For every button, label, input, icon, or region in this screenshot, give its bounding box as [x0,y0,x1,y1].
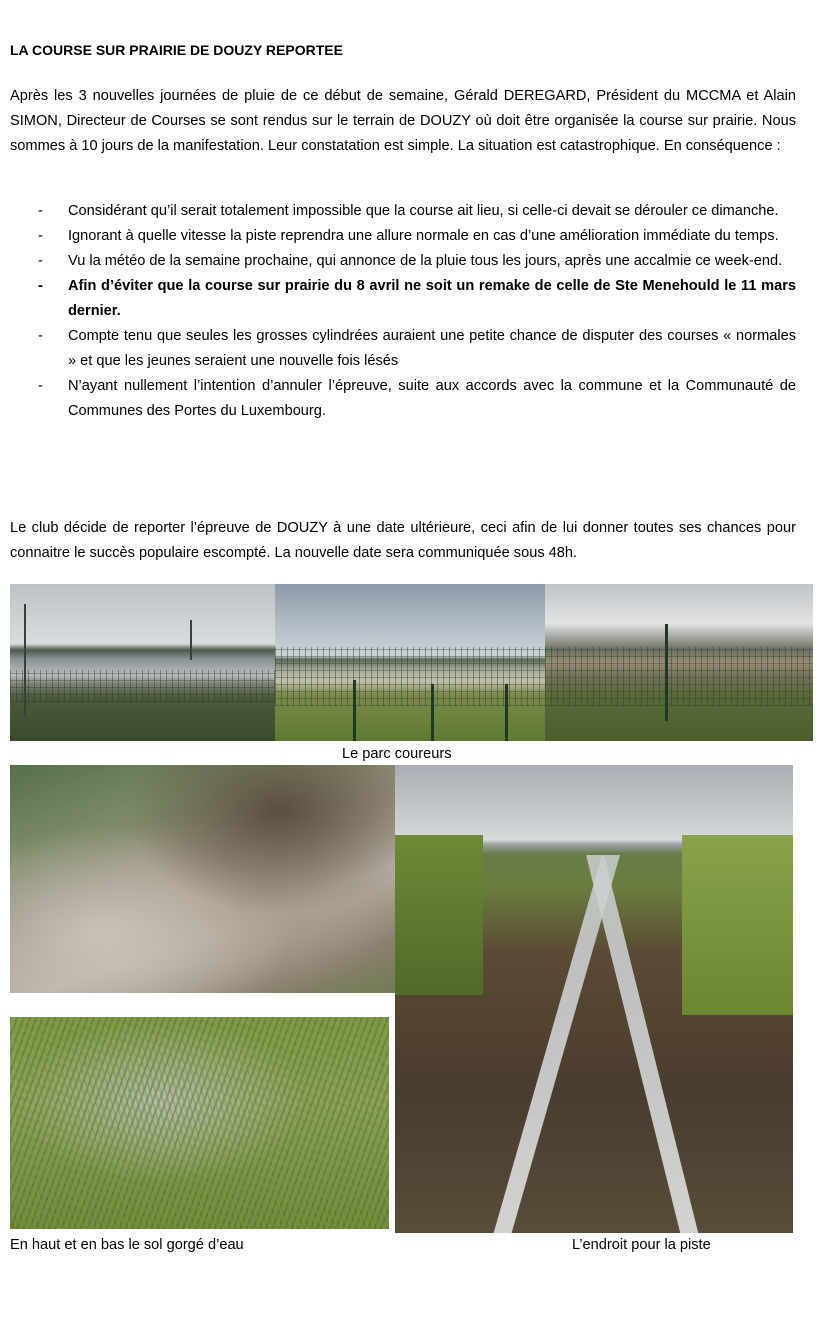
reasons-list [10,199,796,424]
list-item: - Ignorant à quelle vitesse la piste reprendra une allure normale en cas d’une amélioration immédiate du temps. [10,224,796,249]
list-item: - N’ayant nullement l’intention d’annuler l’épreuve, suite aux accords avec la commune et la Communauté de Communes des Portes du Luxembourg. [10,374,796,424]
list-item: - Considérant qu’il serait totalement impossible que la course ait lieu, si celle-ci devait se dérouler ce dimanche. [10,199,796,224]
list-item: - Afin d’éviter que la course sur prairie du 8 avril ne soit un remake de celle de Ste Menehould le 11 mars dernier. [10,274,796,324]
intro-paragraph: Après les 3 nouvelles journées de pluie de ce début de semaine, Gérald DEREGARD, Président du MCCMA et Alain SIMON, Directeur de Courses se sont rendus sur le terrain de DOUZY où doit être organisée la course sur prairie. Nous sommes à 10 jours de la manifestation. Leur constatation est simple. La situation est catastrophique. En conséquence : [10,88,796,154]
list-item: - Compte tenu que seules les grosses cylindrées auraient une petite chance de disputer des courses « normales » et que les jeunes seraient une nouvelle fois lésés [10,324,796,374]
caption-parc: Le parc coureurs [342,746,452,762]
caption-piste: L’endroit pour la piste [572,1237,711,1253]
caption-sol: En haut et en bas le sol gorgé d’eau [10,1237,244,1253]
list-item: - Vu la météo de la semaine prochaine, qui annonce de la pluie tous les jours, après une accalmie ce week-end. [10,249,796,274]
photo-fence-track [545,584,813,741]
photo-track [395,765,793,1233]
conclusion-paragraph: Le club décide de reporter l’épreuve de DOUZY à une date ultérieure, ceci afin de lui donner toutes ses chances pour connaitre le succès populaire escompté. La nouvelle date sera communiquée sous 48h. [10,520,796,561]
photo-mud [10,765,395,993]
photo-field-fence [275,584,545,741]
photo-wet-grass [10,1017,389,1229]
article-title: LA COURSE SUR PRAIRIE DE DOUZY REPORTEE [10,42,343,58]
photo-parking [10,584,275,741]
